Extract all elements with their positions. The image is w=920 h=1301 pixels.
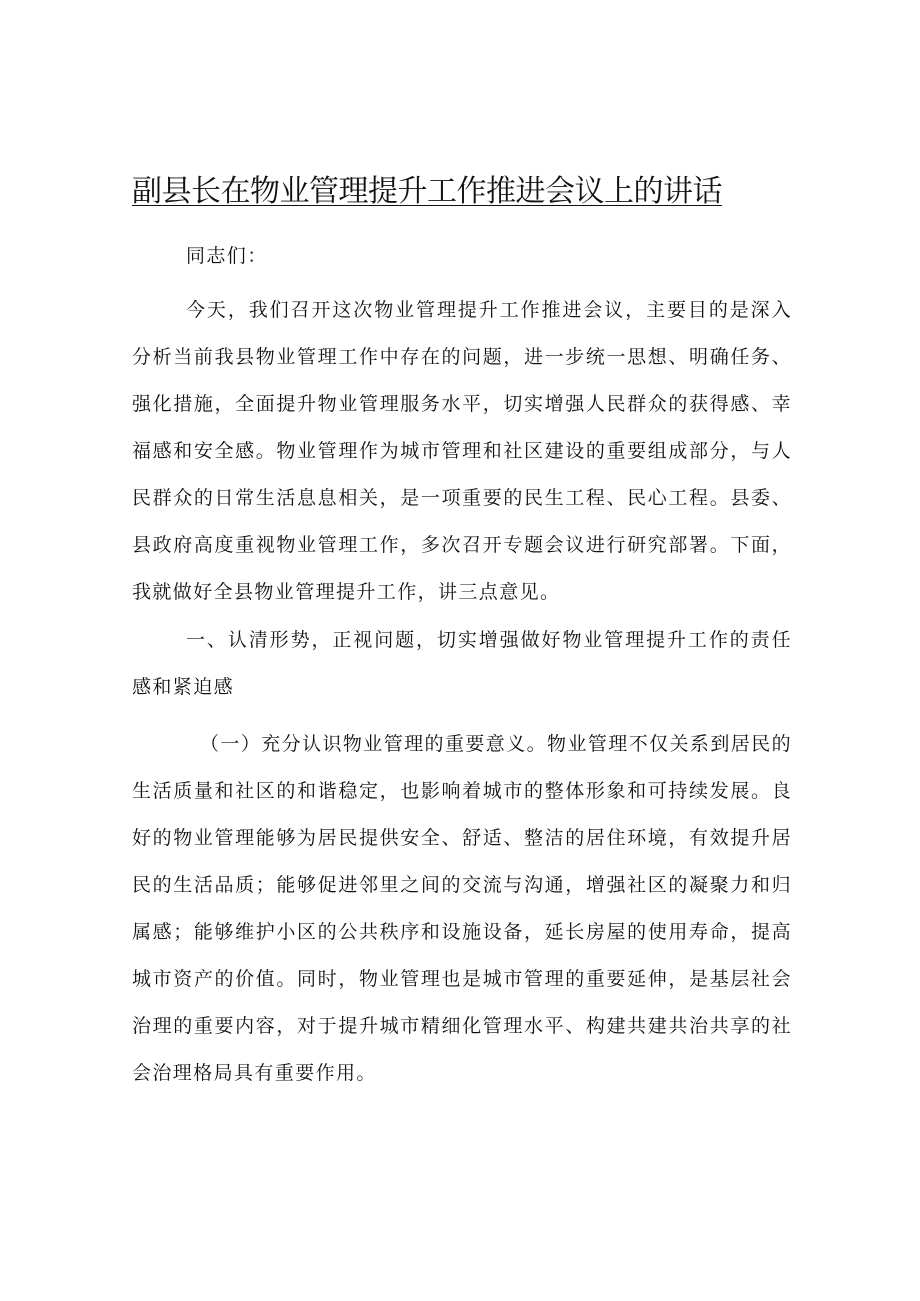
paragraph-introduction: 今天，我们召开这次物业管理提升工作推进会议，主要目的是深入分析当前我县物业管理工作中存在的问题，进一步统一思想、明确任务、强化措施，全面提升物业管理服务水平，切实增强人民群众的获得感、幸福感和安全感。物业管理作为城市管理和社区建设的重要组成部分，与人民群众的日常生活息息相关，是一项重要的民生工程、民心工程。县委、县政府高度重视物业管理工作，多次召开专题会议进行研究部署。下面，我就做好全县物业管理提升工作，讲三点意见。 xyxy=(132,299,792,603)
section-heading-1: 一、认清形势，正视问题，切实增强做好物业管理提升工作的责任感和紧迫感 xyxy=(132,629,792,698)
salutation: 同志们： xyxy=(186,245,268,267)
document-title: 副县长在物业管理提升工作推进会议上的讲话 xyxy=(132,174,722,209)
paragraph-subsection-1: （一）充分认识物业管理的重要意义。物业管理不仅关系到居民的生活质量和社区的和谐稳定，也影响着城市的整体形象和可持续发展。良好的物业管理能够为居民提供安全、舒适、整洁的居住环境，有效提升居民的生活品质；能够促进邻里之间的交流与沟通，增强社区的凝聚力和归属感；能够维护小区的公共秩序和设施设备，延长房屋的使用寿命，提高城市资产的价值。同时，物业管理也是城市管理的重要延伸，是基层社会治理的重要内容，对于提升城市精细化管理水平、构建共建共治共享的社会治理格局具有重要作用。 xyxy=(132,733,792,1084)
